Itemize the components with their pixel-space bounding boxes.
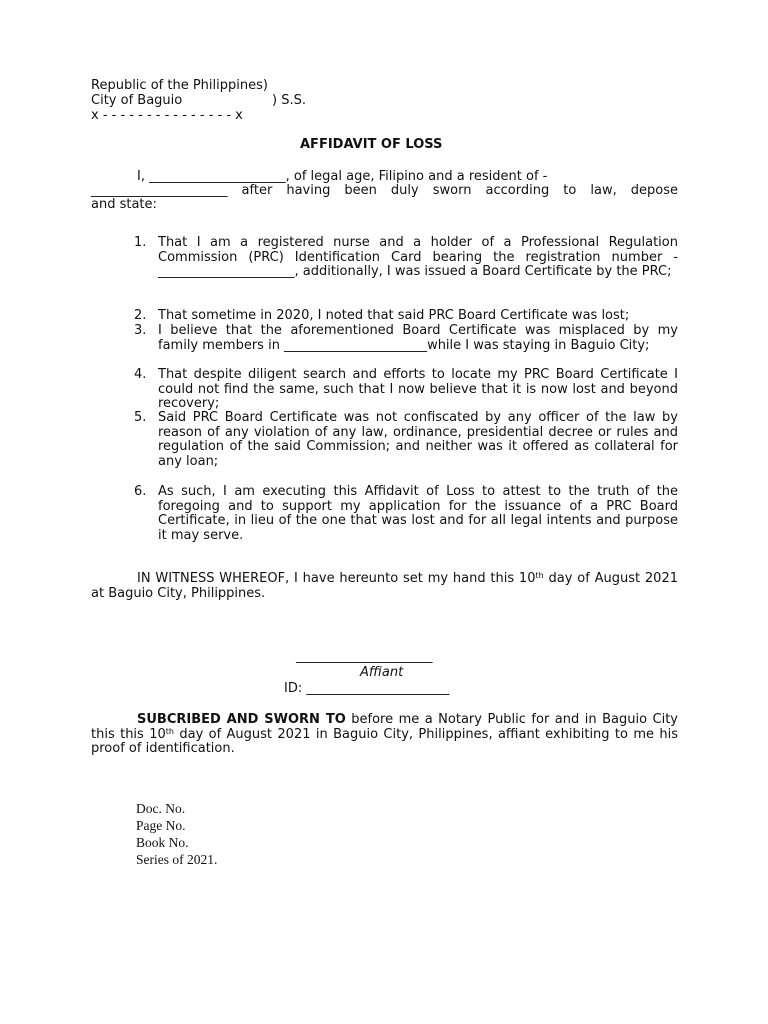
affiant-id-field: ID: ______________________ [284,681,450,696]
item-text: That despite diligent search and efforts to locate my PRC Board Certificate I could not find the same, such that I now believe that it is now lost and beyond recovery; [158,367,678,412]
item-number: 3. [134,323,147,338]
header-line-separator: x - - - - - - - - - - - - - - - x [91,108,243,123]
header-line-city: City of Baguio [91,93,183,108]
jurat-paragraph: SUBCRIBED AND SWORN TO before me a Notary Public for and in Baguio City this this 10th day of August 2021 in Baguio City, Philippines, affiant exhibiting to me his proof of identification. [91,712,679,757]
header-line-republic: Republic of the Philippines) [91,78,268,93]
notary-page-no: Page No. [136,818,186,833]
item-number: 4. [134,367,147,382]
notary-book-no: Book No. [136,835,189,850]
affiant-label: Affiant [360,665,404,680]
item-number: 5. [134,410,147,425]
intro-line-3: and state: [91,197,157,212]
item-number: 2. [134,308,147,323]
item-number: 1. [134,235,147,250]
item-text: That I am a registered nurse and a holder of a Professional Regulation Commission (PRC) Identification Card bearing the registration number - _____________________, additionally, I was issued a Board Certificate by the PRC; [158,235,678,280]
notary-doc-no: Doc. No. [136,801,186,816]
intro-line-1: I, _____________________, of legal age, Filipino and a resident of - [137,169,548,184]
affiant-signature-line: _____________________ [296,649,433,664]
notary-series: Series of 2021. [136,852,218,867]
item-number: 6. [134,484,147,499]
header-line-ss: ) S.S. [272,93,306,108]
item-text: Said PRC Board Certificate was not confiscated by any officer of the law by reason of any violation of any law, ordinance, presidential decree or rules and regulation of the said Commission; and neither was it offered as collateral for any loan; [158,410,678,469]
document-title: AFFIDAVIT OF LOSS [300,137,443,152]
item-text: That sometime in 2020, I noted that said PRC Board Certificate was lost; [158,308,630,323]
item-text: I believe that the aforementioned Board Certificate was misplaced by my family members in ______________________while I was staying in Baguio City; [158,323,678,353]
item-text: As such, I am executing this Affidavit of Loss to attest to the truth of the foregoing and to support my application for the issuance of a PRC Board Certificate, in lieu of the one that was lost and for all legal intents and purpose it may serve. [158,484,678,543]
witness-paragraph: IN WITNESS WHEREOF, I have hereunto set my hand this 10th day of August 2021 at Baguio City, Philippines. [91,571,678,601]
intro-line-2: _____________________ after having been duly sworn according to law, depose [91,183,678,198]
